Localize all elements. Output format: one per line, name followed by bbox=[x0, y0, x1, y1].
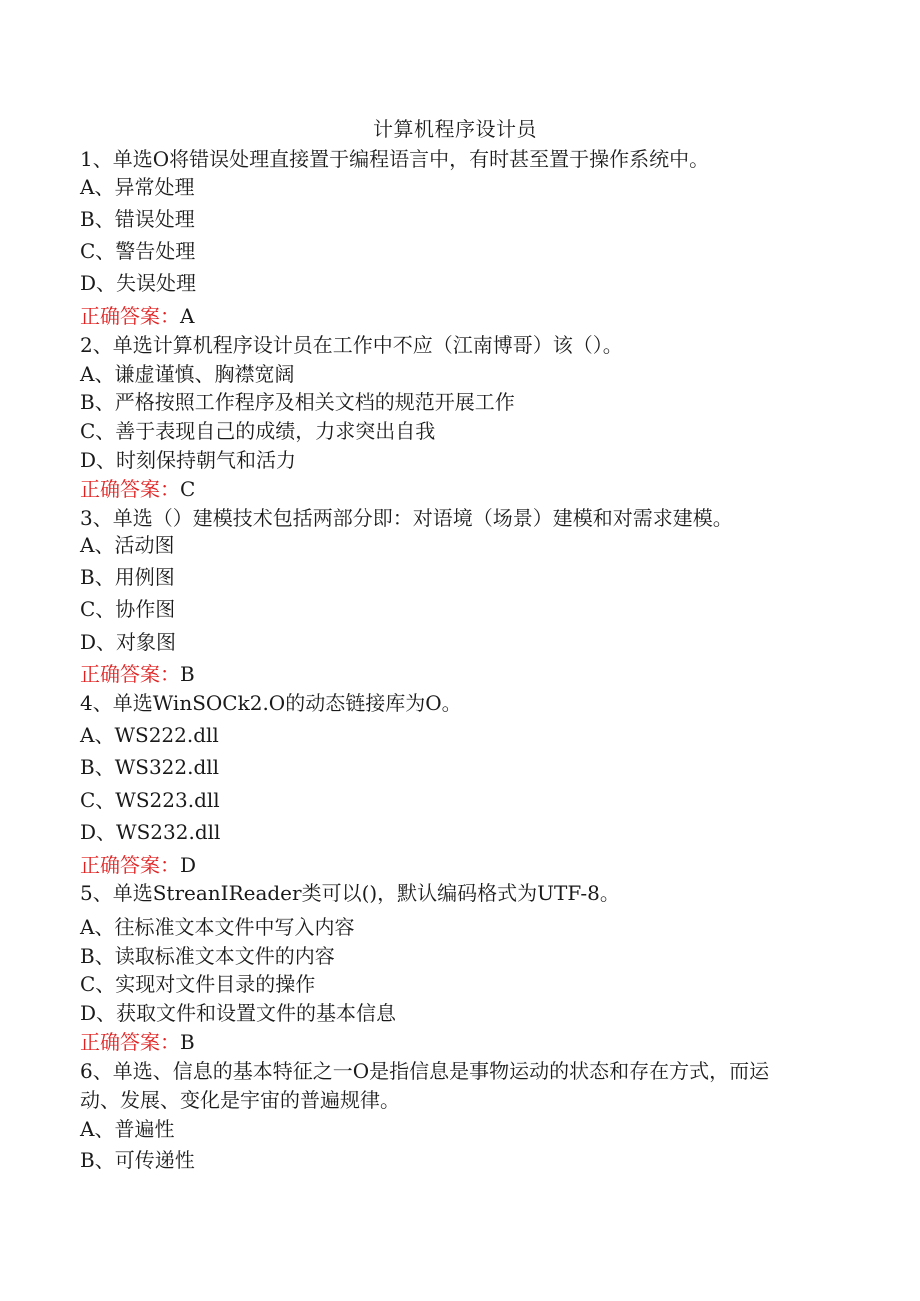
question-3-option-a: A、活动图 bbox=[80, 533, 175, 557]
question-1-option-a: A、异常处理 bbox=[80, 175, 195, 199]
answer-letter: C bbox=[180, 477, 196, 501]
question-2-answer bbox=[80, 473, 195, 502]
answer-letter: D bbox=[180, 853, 197, 877]
question-3-option-d: D、对象图 bbox=[80, 630, 177, 654]
question-5-option-a: A、往标准文本文件中写入内容 bbox=[80, 915, 355, 939]
question-6-stem-line-2: 动、发展、变化是宇宙的普遍规律。 bbox=[80, 1088, 400, 1112]
answer-letter: B bbox=[180, 1030, 195, 1054]
question-4-option-b: B、WS322.dll bbox=[80, 755, 220, 779]
question-1-answer bbox=[80, 300, 194, 329]
question-3-stem: 3、单选（）建模技术包括两部分即：对语境（场景）建模和对需求建模。 bbox=[80, 506, 733, 530]
question-6-stem-line-1: 6、单选、信息的基本特征之一O是指信息是事物运动的状态和存在方式，而运 bbox=[80, 1059, 770, 1083]
answer-label: 正确答案： bbox=[80, 853, 180, 877]
answer-label: 正确答案： bbox=[80, 304, 180, 328]
question-3-option-c: C、协作图 bbox=[80, 597, 176, 621]
question-4-option-c: C、WS223.dll bbox=[80, 788, 220, 812]
question-5-option-c: C、实现对文件目录的操作 bbox=[80, 972, 316, 996]
question-4-option-d: D、WS232.dll bbox=[80, 820, 221, 844]
question-3-answer bbox=[80, 658, 195, 687]
question-1-option-b: B、错误处理 bbox=[80, 207, 195, 231]
question-3-option-b: B、用例图 bbox=[80, 565, 175, 589]
question-4-answer bbox=[80, 849, 196, 878]
question-5-option-b: B、读取标准文本文件的内容 bbox=[80, 944, 335, 968]
answer-label: 正确答案： bbox=[80, 1030, 180, 1054]
answer-letter: A bbox=[180, 304, 195, 328]
answer-label: 正确答案： bbox=[80, 662, 180, 686]
answer-label: 正确答案： bbox=[80, 477, 180, 501]
question-6-option-a: A、普遍性 bbox=[80, 1117, 175, 1141]
question-4-option-a: A、WS222.dll bbox=[80, 723, 219, 747]
question-1-option-d: D、失误处理 bbox=[80, 271, 197, 295]
question-2-option-b: B、严格按照工作程序及相关文档的规范开展工作 bbox=[80, 390, 515, 414]
page-title: 计算机程序设计员 bbox=[373, 117, 537, 141]
question-1-stem: 1、单选O将错误处理直接置于编程语言中，有时甚至置于操作系统中。 bbox=[80, 147, 710, 171]
question-4-stem: 4、单选WinSOCk2.O的动态链接库为O。 bbox=[80, 691, 462, 715]
question-5-stem: 5、单选StreanIReader类可以()，默认编码格式为UTF-8。 bbox=[80, 881, 620, 905]
question-5-answer bbox=[80, 1026, 195, 1055]
question-2-stem: 2、单选计算机程序设计员在工作中不应（江南博哥）该（）。 bbox=[80, 333, 623, 357]
question-2-option-c: C、善于表现自己的成绩，力求突出自我 bbox=[80, 419, 436, 443]
question-1-option-c: C、警告处理 bbox=[80, 239, 196, 263]
question-2-option-a: A、谦虚谨慎、胸襟宽阔 bbox=[80, 362, 295, 386]
answer-letter: B bbox=[180, 662, 195, 686]
question-6-option-b: B、可传递性 bbox=[80, 1148, 195, 1172]
question-2-option-d: D、时刻保持朝气和活力 bbox=[80, 448, 297, 472]
question-5-option-d: D、获取文件和设置文件的基本信息 bbox=[80, 1001, 397, 1025]
